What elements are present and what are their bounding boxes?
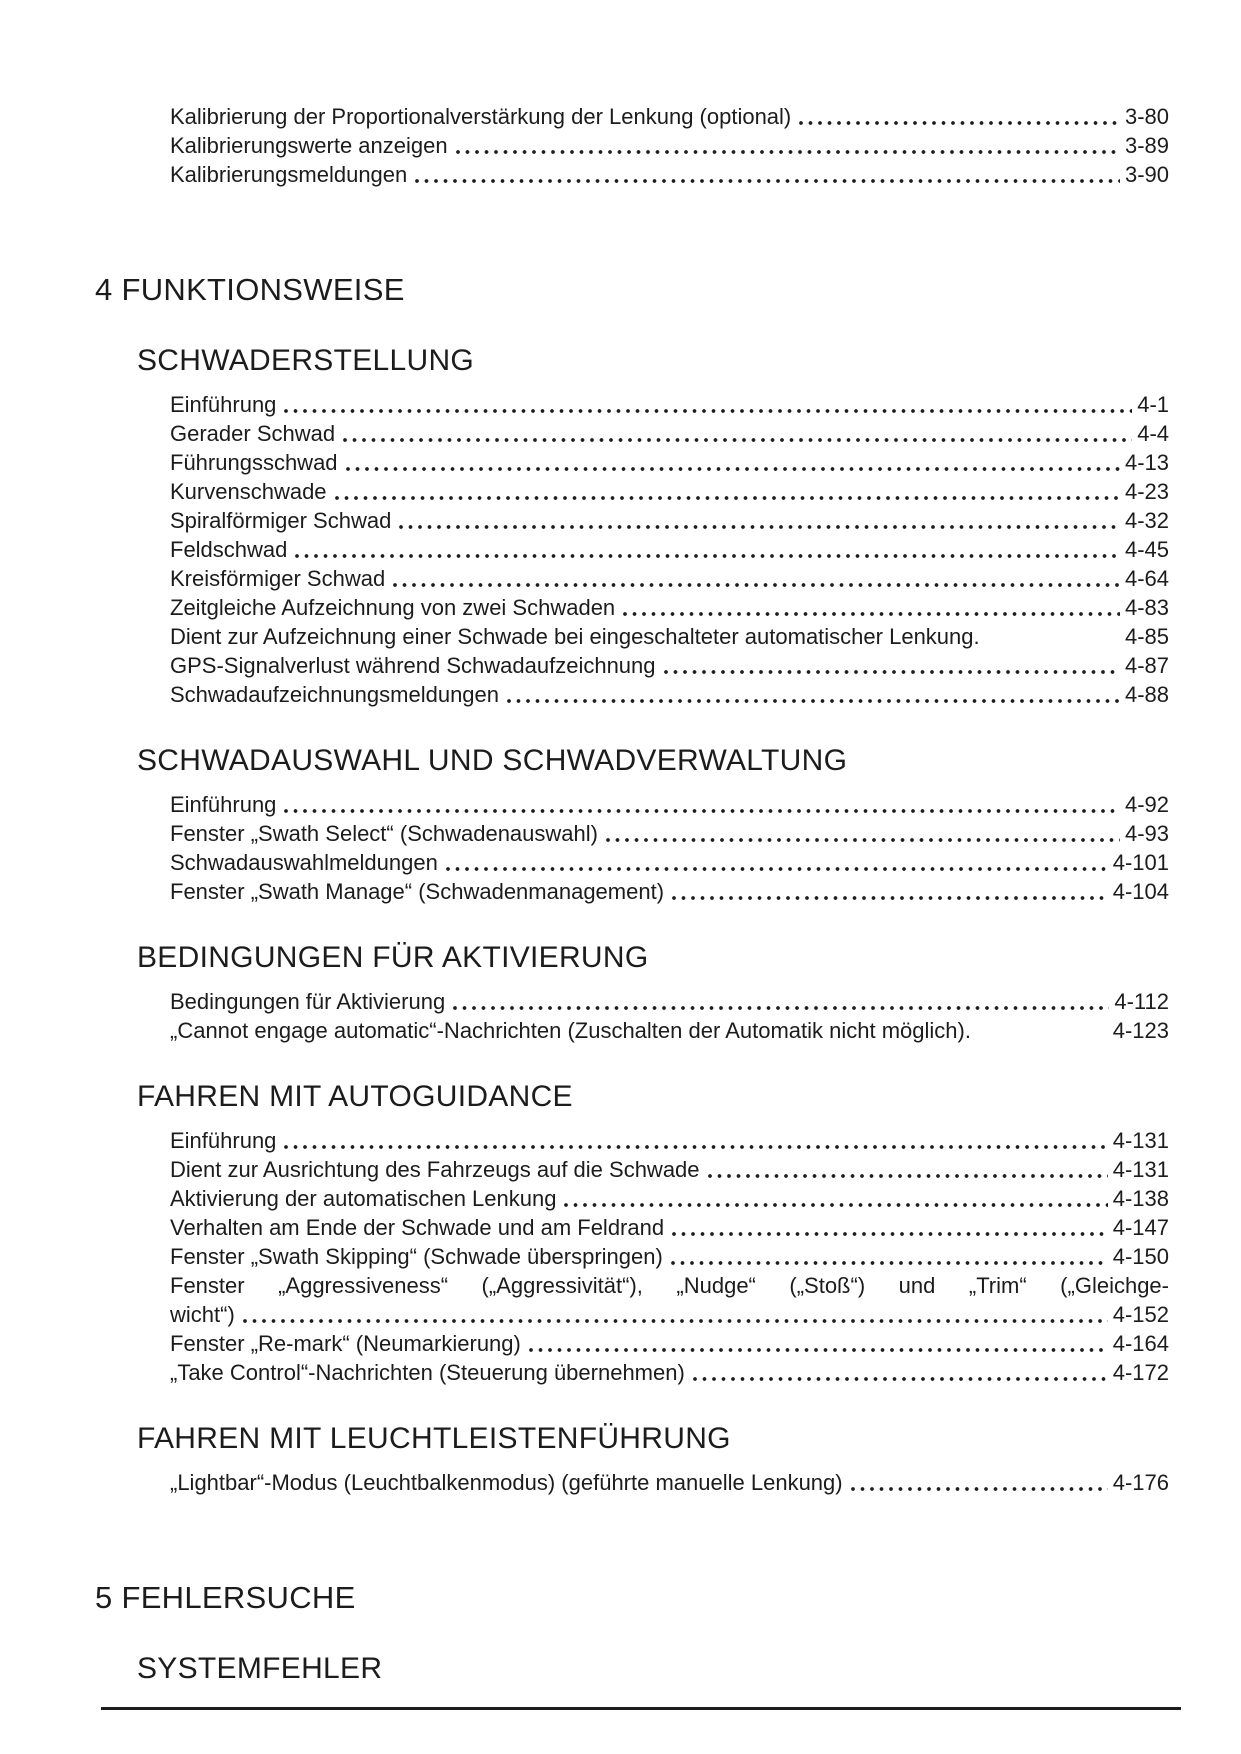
dot-leader: [393, 582, 1120, 588]
toc-entry-title: Fenster „Swath Skipping“ (Schwade überspringen): [170, 1244, 663, 1269]
toc-entry-title: Einführung: [170, 792, 277, 817]
toc-entry-page: 4-131: [1112, 1128, 1169, 1153]
toc-entry: [170, 680, 1169, 709]
toc-entry-title: Dient zur Aufzeichnung einer Schwade bei eingeschalteter automatischer Lenkung.: [170, 624, 980, 649]
dot-leader: [456, 149, 1120, 155]
section-heading: SCHWADERSTELLUNG: [137, 344, 475, 377]
section-entries: [170, 1126, 1169, 1387]
section-heading: BEDINGUNGEN FÜR AKTIVIERUNG: [137, 941, 649, 974]
toc-entry-title: Aktivierung der automatischen Lenkung: [170, 1186, 557, 1211]
chapter-heading: 5 FEHLERSUCHE: [95, 1580, 356, 1615]
toc-entry: [170, 477, 1169, 506]
toc-entry-title: Verhalten am Ende der Schwade und am Feldrand: [170, 1215, 665, 1240]
toc-entry-title: Kalibrierung der Proportionalverstärkung der Lenkung (optional): [170, 104, 792, 129]
toc-entry-title: Schwadauswahlmeldungen: [170, 850, 438, 875]
toc-entry-page: 4-152: [1112, 1302, 1169, 1327]
section-heading: FAHREN MIT LEUCHTLEISTENFÜHRUNG: [137, 1422, 731, 1455]
dot-leader: [664, 669, 1120, 675]
dot-leader: [243, 1318, 1108, 1324]
toc-entry-page: 4-93: [1124, 821, 1169, 846]
toc-entry: [170, 131, 1169, 160]
toc-entry: [170, 535, 1169, 564]
toc-entry-page: 4-150: [1112, 1244, 1169, 1269]
toc-entry-title: Dient zur Ausrichtung des Fahrzeugs auf die Schwade: [170, 1157, 700, 1182]
dot-leader: [623, 611, 1120, 617]
dot-leader: [564, 1202, 1107, 1208]
dot-leader: [284, 1144, 1107, 1150]
dot-leader: [708, 1173, 1108, 1179]
toc-entry-page: 4-164: [1112, 1331, 1169, 1356]
dot-leader: [295, 553, 1120, 559]
toc-entry-page: 3-80: [1124, 104, 1169, 129]
toc-entry: [170, 448, 1169, 477]
section-entries: [170, 1468, 1169, 1497]
section-entries: [170, 790, 1169, 906]
toc-entry: [170, 1271, 1169, 1329]
dot-leader: [672, 1231, 1108, 1237]
dot-leader: [529, 1347, 1108, 1353]
toc-entry-title: Schwadaufzeichnungsmeldungen: [170, 682, 500, 707]
toc-entry-title: „Cannot engage automatic“-Nachrichten (Zuschalten der Automatik nicht möglich).: [170, 1018, 971, 1043]
toc-entry-title: Fenster „Swath Select“ (Schwadenauswahl): [170, 821, 598, 846]
chapter: [95, 1579, 1169, 1687]
toc-entry-page: 4-123: [1112, 1018, 1169, 1043]
section: [95, 1079, 1169, 1387]
section: [95, 743, 1169, 906]
dot-leader: [335, 495, 1120, 501]
toc-entry-page: 4-88: [1124, 682, 1169, 707]
toc-entry: [170, 877, 1169, 906]
toc-entry-page: 4-92: [1124, 792, 1169, 817]
section-heading: FAHREN MIT AUTOGUIDANCE: [137, 1080, 573, 1113]
toc-entry: [170, 564, 1169, 593]
toc-entry-title: Kurvenschwade: [170, 479, 327, 504]
toc-entry: [170, 1016, 1169, 1045]
toc-entry-page: 4-101: [1112, 850, 1169, 875]
continuation-entries: [170, 102, 1169, 189]
toc-entry-page: 4-147: [1112, 1215, 1169, 1240]
toc-entry-page: 3-89: [1124, 133, 1169, 158]
dot-leader: [446, 866, 1108, 872]
toc-entry-title: wicht“): [170, 1302, 235, 1327]
dot-leader: [693, 1376, 1108, 1382]
dot-leader: [415, 178, 1120, 184]
toc-entry-title: Spiralförmiger Schwad: [170, 508, 392, 533]
chapter: [95, 271, 1169, 1497]
toc-entry-page: 4-176: [1112, 1470, 1169, 1495]
toc-entry-title: Fenster „Swath Manage“ (Schwadenmanagement): [170, 879, 665, 904]
toc-entry-title: Führungsschwad: [170, 450, 338, 475]
section: [95, 1421, 1169, 1497]
toc-entry-title: Kalibrierungswerte anzeigen: [170, 133, 448, 158]
toc-entry: [170, 593, 1169, 622]
toc-entry-page: 4-87: [1124, 653, 1169, 678]
toc-entry: [170, 1242, 1169, 1271]
section-entries: [170, 390, 1169, 709]
section: [95, 1651, 1169, 1687]
toc-entry: [170, 390, 1169, 419]
dot-leader: [453, 1005, 1109, 1011]
dot-leader: [851, 1486, 1108, 1492]
dot-leader: [399, 524, 1120, 530]
toc-entry: [170, 1213, 1169, 1242]
toc-entry-page: 4-64: [1124, 566, 1169, 591]
toc-entry-page: 4-131: [1112, 1157, 1169, 1182]
toc-entry: [170, 651, 1169, 680]
toc-entry-page: 4-32: [1124, 508, 1169, 533]
dot-leader: [343, 437, 1132, 443]
toc-entry: [170, 160, 1169, 189]
toc-entry-page: 4-112: [1114, 989, 1169, 1014]
toc-entry-page: 4-23: [1124, 479, 1169, 504]
dot-leader: [606, 837, 1120, 843]
toc-entry: [170, 987, 1169, 1016]
dot-leader: [671, 1260, 1108, 1266]
section-heading: SCHWADAUSWAHL UND SCHWADVERWALTUNG: [137, 744, 848, 777]
toc-entry: [170, 1358, 1169, 1387]
toc-entry-title: „Lightbar“-Modus (Leuchtbalkenmodus) (geführte manuelle Lenkung): [170, 1470, 843, 1495]
dot-leader: [346, 466, 1120, 472]
section-entries: [170, 987, 1169, 1045]
toc-entry-title: Fenster „Re-mark“ (Neumarkierung): [170, 1331, 521, 1356]
toc-entry-title: „Take Control“-Nachrichten (Steuerung übernehmen): [170, 1360, 685, 1385]
toc-entry-line2: [170, 1300, 1169, 1329]
toc-entry: [170, 819, 1169, 848]
toc-entry-title: GPS-Signalverlust während Schwadaufzeichnung: [170, 653, 656, 678]
toc-entry-page: 4-1: [1137, 392, 1169, 417]
toc-entry: [170, 1126, 1169, 1155]
toc-entry-page: 4-104: [1112, 879, 1169, 904]
toc-entry: [170, 506, 1169, 535]
toc-entry-page: 4-85: [1124, 624, 1169, 649]
toc-entry: [170, 622, 1169, 651]
toc-entry-page: 4-13: [1124, 450, 1169, 475]
toc-content: [95, 102, 1169, 1710]
dot-leader: [799, 120, 1120, 126]
toc-entry: [170, 102, 1169, 131]
toc-entry-page: 4-83: [1124, 595, 1169, 620]
toc-entry-title: Gerader Schwad: [170, 421, 336, 446]
toc-entry: [170, 1329, 1169, 1358]
toc-entry-title: Bedingungen für Aktivierung: [170, 989, 446, 1014]
toc-entry: [170, 419, 1169, 448]
toc-entry-title: Kalibrierungsmeldungen: [170, 162, 408, 187]
toc-entry: [170, 848, 1169, 877]
dot-leader: [284, 408, 1132, 414]
toc-entry-line1: Fenster „Aggressiveness“ („Aggressivität“), „Nudge“ („Stoß“) und „Trim“ („Gleichge-: [170, 1273, 1169, 1298]
toc-entry-page: 3-90: [1124, 162, 1169, 187]
toc-entry-page: 4-4: [1137, 421, 1169, 446]
toc-entry: [170, 1468, 1169, 1497]
toc-entry-page: 4-172: [1112, 1360, 1169, 1385]
toc-entry-page: 4-138: [1112, 1186, 1169, 1211]
dot-leader: [507, 698, 1120, 704]
dot-leader: [284, 808, 1120, 814]
section: [95, 343, 1169, 709]
dot-leader: [672, 895, 1108, 901]
bottom-rule: [101, 1707, 1181, 1710]
toc-entry-title: Einführung: [170, 1128, 277, 1153]
toc-entry: [170, 1184, 1169, 1213]
toc-entry-title: Einführung: [170, 392, 277, 417]
chapters: [95, 271, 1169, 1687]
toc-entry-title: Zeitgleiche Aufzeichnung von zwei Schwaden: [170, 595, 616, 620]
section: [95, 940, 1169, 1045]
toc-entry-page: 4-45: [1124, 537, 1169, 562]
toc-entry: [170, 790, 1169, 819]
chapter-heading: 4 FUNKTIONSWEISE: [95, 272, 405, 307]
toc-entry-title: Feldschwad: [170, 537, 288, 562]
toc-entry-title: Kreisförmiger Schwad: [170, 566, 386, 591]
section-heading: SYSTEMFEHLER: [137, 1652, 383, 1685]
toc-entry: [170, 1155, 1169, 1184]
